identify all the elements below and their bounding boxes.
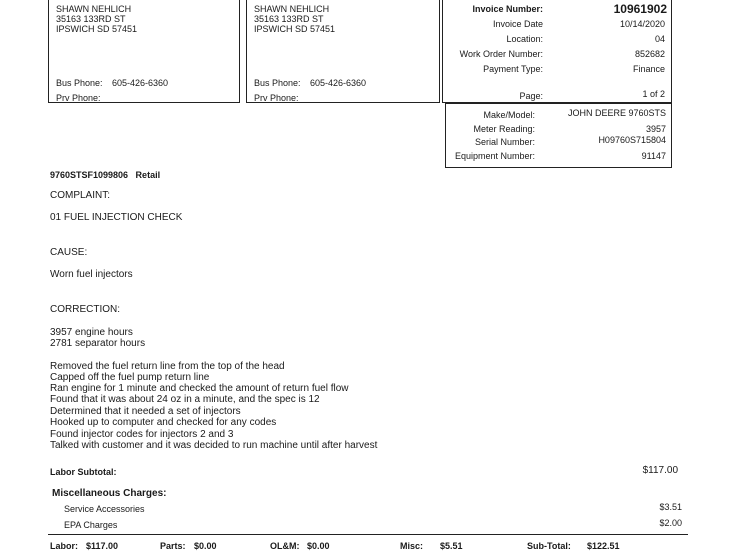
invoice-date: 10/14/2020 bbox=[619, 19, 665, 29]
make-model-value: JOHN DEERE 9760STS bbox=[567, 108, 666, 118]
correction-step: Capped off the fuel pump return line bbox=[50, 372, 210, 383]
complaint-text: 01 FUEL INJECTION CHECK bbox=[50, 212, 183, 223]
footer-subtotal-value: $122.51 bbox=[587, 541, 620, 551]
payment-type-label: Payment Type: bbox=[483, 64, 543, 74]
correction-step: Talked with customer and it was decided to run machine until after harvest bbox=[50, 440, 378, 451]
footer-misc-label: Misc: bbox=[400, 541, 424, 551]
bill-to-name: SHAWN NEHLICH bbox=[56, 4, 132, 14]
ship-to-city: IPSWICH SD 57451 bbox=[254, 24, 336, 34]
footer-parts-value: $0.00 bbox=[194, 541, 217, 551]
cause-text: Worn fuel injectors bbox=[50, 269, 133, 280]
equipment-number-label: Equipment Number: bbox=[454, 151, 535, 161]
footer-olm-value: $0.00 bbox=[307, 541, 330, 551]
meter-reading-label: Meter Reading: bbox=[473, 124, 535, 134]
location-label: Location: bbox=[506, 34, 543, 44]
footer-parts-label: Parts: bbox=[160, 541, 186, 551]
labor-subtotal-value: $117.00 bbox=[642, 465, 678, 476]
ship-to-bus-phone: 605-426-6360 bbox=[310, 78, 367, 88]
engine-hours: 3957 engine hours bbox=[50, 327, 133, 338]
serial-number-value: H09760S715804 bbox=[598, 135, 666, 145]
correction-step: Determined that it needed a set of injectors bbox=[50, 406, 241, 417]
footer-labor-value: $117.00 bbox=[86, 541, 119, 551]
bill-to-bus-phone: 605-426-6360 bbox=[112, 78, 169, 88]
correction-step: Found injector codes for injectors 2 and 3 bbox=[50, 429, 234, 440]
ship-to-name: SHAWN NEHLICH bbox=[254, 4, 330, 14]
ship-to-street: 35163 133RD ST bbox=[254, 14, 324, 24]
complaint-label: COMPLAINT: bbox=[50, 190, 111, 201]
misc-item-amount: $3.51 bbox=[659, 502, 682, 512]
bill-to-street: 35163 133RD ST bbox=[56, 14, 126, 24]
location-value: 04 bbox=[654, 34, 665, 44]
invoice-date-label: Invoice Date bbox=[492, 19, 543, 29]
misc-item-name: Service Accessories bbox=[64, 504, 145, 514]
invoice-number: 10961902 bbox=[613, 2, 667, 16]
bill-to-bus-phone-label: Bus Phone: bbox=[56, 78, 103, 88]
serial-number-label: Serial Number: bbox=[474, 137, 535, 147]
correction-step: Found that it was about 24 oz in a minute, and the spec is 12 bbox=[50, 394, 320, 405]
misc-item-amount: $2.00 bbox=[659, 518, 682, 528]
work-order-label: Work Order Number: bbox=[459, 49, 543, 59]
correction-step: Removed the fuel return line from the top of the head bbox=[50, 361, 285, 372]
meter-reading-value: 3957 bbox=[645, 124, 666, 134]
payment-type-value: Finance bbox=[632, 64, 665, 74]
correction-step: Ran engine for 1 minute and checked the amount of return fuel flow bbox=[50, 383, 349, 394]
footer-rule bbox=[48, 534, 688, 535]
footer-olm-label: OL&M: bbox=[270, 541, 300, 551]
misc-item-name: EPA Charges bbox=[64, 520, 118, 530]
ship-to-prv-phone-label: Prv Phone: bbox=[254, 93, 299, 103]
separator-hours: 2781 separator hours bbox=[50, 338, 146, 349]
work-order-value: 852682 bbox=[634, 49, 665, 59]
footer-misc-value: $5.51 bbox=[440, 541, 463, 551]
correction-label: CORRECTION: bbox=[50, 304, 120, 315]
page-label: Page: bbox=[519, 91, 543, 101]
misc-charges-label: Miscellaneous Charges: bbox=[52, 488, 167, 499]
cause-label: CAUSE: bbox=[50, 247, 88, 258]
ship-to-bus-phone-label: Bus Phone: bbox=[254, 78, 301, 88]
make-model-label: Make/Model: bbox=[483, 110, 535, 120]
bill-to-city: IPSWICH SD 57451 bbox=[56, 24, 138, 34]
footer-labor-label: Labor: bbox=[50, 541, 78, 551]
invoice-number-label: Invoice Number: bbox=[472, 4, 543, 14]
footer-subtotal-label: Sub-Total: bbox=[527, 541, 571, 551]
bill-to-prv-phone-label: Prv Phone: bbox=[56, 93, 101, 103]
equipment-number-value: 91147 bbox=[641, 151, 666, 161]
job-header: 9760STSF1099806 Retail bbox=[50, 170, 161, 180]
labor-subtotal-label: Labor Subtotal: bbox=[50, 467, 117, 477]
correction-step: Hooked up to computer and checked for any codes bbox=[50, 417, 277, 428]
page-value: 1 of 2 bbox=[642, 89, 665, 99]
